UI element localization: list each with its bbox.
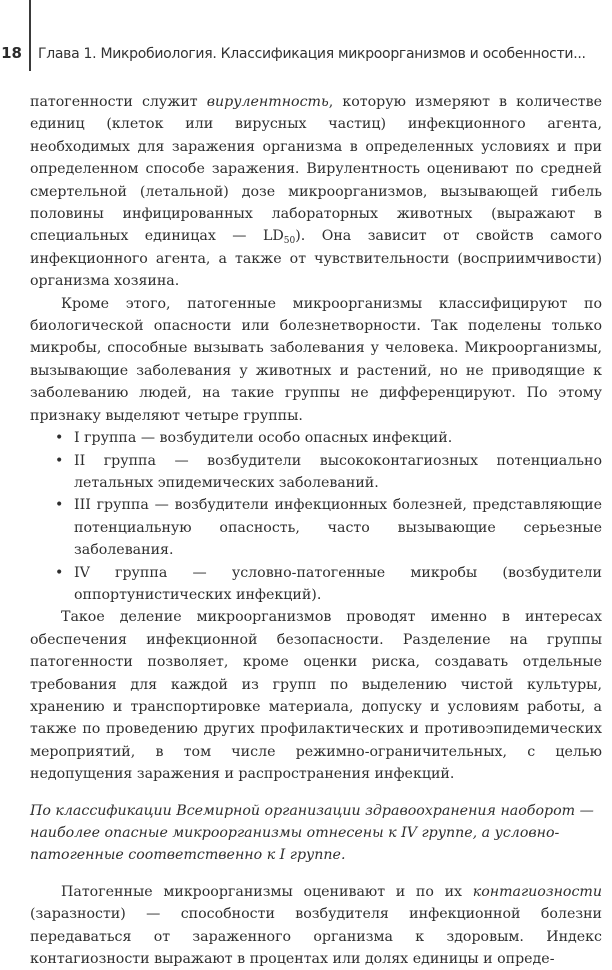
- bullet-icon: •: [55, 452, 64, 469]
- header-vertical-rule: [29, 0, 31, 71]
- list-item: • III группа — возбудители инфекционных болезней, представляющие потенциальную опасность, часто вызывающие серьезные заболевания.: [74, 494, 602, 561]
- bullet-icon: •: [55, 430, 64, 447]
- term-virulence: вирулентность: [206, 94, 329, 110]
- bullet-icon: •: [55, 497, 64, 514]
- who-classification-note: По классификации Всемирной организации здравоохранения наоборот — наиболее опасные микроорганизмы отнесены к IV группе, а условно-патогенные соответственно к I группе.: [30, 802, 594, 864]
- paragraph-safety: Такое деление микроорганизмов проводят именно в интересах обеспечения инфекционной безопасности. Разделение на группы патогенности позволяет, кроме оценки риска, создавать отдельные требования для каждой из групп по выделению чистой культуры, хранению и транспортировке материала, допуску и условиям работы, а также по проведению других профилактических и противоэпидемических мероприятий, в том числе режимно-ограничительных, с целью недопущения заражения и распространения инфекций.: [30, 609, 602, 783]
- page-number: 18: [1, 44, 22, 62]
- ld-subscript: 50: [283, 236, 296, 247]
- paragraph-virulence: патогенности служит вирулентность, которую измеряют в количестве единиц (клеток или вирусных частиц) инфекционного агента, необходимых для заражения организма в определенных условиях и при определенном способе заражения. Вирулентность оценивают по средней смертельной (летальной) дозе микроорганизмов, вызывающей гибель половины инфицированных лабораторных животных (выражают в специальных единицах — $LD_{50}$). Она зависит от свойств самого инфекционного агента, а также от чувствительности (восприимчивости) организма хозяина.: [30, 94, 602, 290]
- running-title: Глава 1. Микробиология. Классификация микроорганизмов и особенности...: [38, 46, 586, 62]
- term-contagiousness: контагиозности: [472, 883, 602, 900]
- list-item: • II группа — возбудители высококонтагиозных потенциально летальных эпидемических заболеваний.: [74, 450, 602, 495]
- list-item: • IV группа — условно-патогенные микробы (возбудители оппортунистических инфекций).: [74, 562, 602, 607]
- paragraph-classification: Кроме этого, патогенные микроорганизмы классифицируют по биологической опасности или болезнетворности. Так поделены только микробы, способные вызывать заболевания у человека. Микроорганизмы, вызывающие заболевания у животных и растений, но не приводящие к заболеванию людей, на такие группы не дифференцируют. По этому признаку выделяют четыре группы.: [30, 295, 602, 424]
- pathogenicity-groups-list: [30, 427, 602, 606]
- paragraph-contagiousness: Патогенные микроорганизмы оценивают и по их контагиозности (заразности) — способности возбудителя инфекционной болезни передаваться от зараженного организма к здоровым. Индекс контагиозности выражают в процентах или долях единицы и опреде-: [30, 883, 602, 968]
- page-body: [30, 91, 602, 970]
- list-item: • I группа — возбудители особо опасных инфекций.: [74, 427, 602, 449]
- bullet-icon: •: [55, 564, 64, 581]
